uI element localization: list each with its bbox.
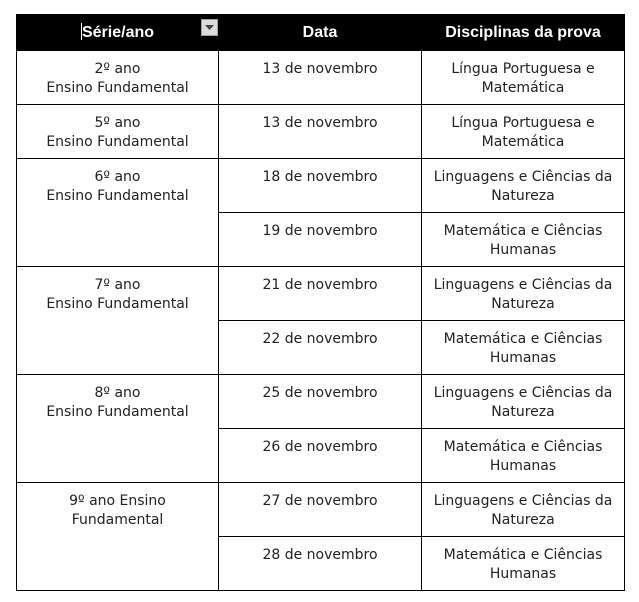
subjects-text: Matemática e Ciências	[443, 331, 603, 347]
header-serie[interactable]	[17, 15, 219, 51]
header-disciplinas: Disciplinas da prova	[422, 15, 625, 51]
serie-text: 6º ano	[94, 169, 141, 185]
table-body	[17, 51, 625, 591]
serie-cell	[17, 51, 219, 105]
subjects-cell	[422, 213, 625, 267]
subjects-text: Humanas	[489, 566, 557, 582]
subjects-cell	[422, 159, 625, 213]
subjects-text: Humanas	[489, 458, 557, 474]
table-row	[17, 483, 625, 537]
serie-text: Ensino Fundamental	[46, 404, 189, 420]
subjects-text: Humanas	[489, 242, 557, 258]
date-cell: 21 de novembro	[219, 267, 422, 321]
serie-text: Ensino Fundamental	[46, 80, 189, 96]
subjects-cell	[422, 429, 625, 483]
subjects-text: Natureza	[491, 296, 555, 312]
subjects-text: Linguagens e Ciências da	[433, 493, 613, 509]
subjects-text: Língua Portuguesa e	[451, 115, 595, 131]
subjects-text: Linguagens e Ciências da	[433, 385, 613, 401]
subjects-text: Matemática	[481, 80, 565, 96]
table-row	[17, 267, 625, 321]
subjects-text: Humanas	[489, 350, 557, 366]
serie-cell	[17, 267, 219, 375]
subjects-cell	[422, 483, 625, 537]
serie-text: Ensino Fundamental	[46, 134, 189, 150]
table-row	[17, 159, 625, 213]
serie-text: 2º ano	[94, 61, 141, 77]
date-cell: 26 de novembro	[219, 429, 422, 483]
subjects-cell	[422, 51, 625, 105]
serie-text: Ensino Fundamental	[46, 188, 189, 204]
subjects-cell	[422, 375, 625, 429]
serie-text: 8º ano	[94, 385, 141, 401]
subjects-text: Natureza	[491, 404, 555, 420]
date-cell: 22 de novembro	[219, 321, 422, 375]
subjects-text: Matemática e Ciências	[443, 223, 603, 239]
subjects-text: Língua Portuguesa e	[451, 61, 595, 77]
dropdown-arrow-icon	[205, 25, 214, 30]
subjects-text: Natureza	[491, 188, 555, 204]
subjects-text: Linguagens e Ciências da	[433, 277, 613, 293]
exam-schedule-table	[16, 14, 625, 591]
serie-cell	[17, 159, 219, 267]
filter-dropdown-button[interactable]	[201, 19, 218, 36]
subjects-cell	[422, 537, 625, 591]
subjects-cell	[422, 105, 625, 159]
subjects-cell	[422, 321, 625, 375]
date-cell: 25 de novembro	[219, 375, 422, 429]
subjects-text: Linguagens e Ciências da	[433, 169, 613, 185]
subjects-text: Matemática	[481, 134, 565, 150]
serie-text: 9º ano Ensino	[69, 493, 166, 509]
serie-cell	[17, 375, 219, 483]
date-cell: 19 de novembro	[219, 213, 422, 267]
serie-cell	[17, 105, 219, 159]
date-cell: 27 de novembro	[219, 483, 422, 537]
serie-text: 7º ano	[94, 277, 141, 293]
date-cell: 28 de novembro	[219, 537, 422, 591]
subjects-text: Natureza	[491, 512, 555, 528]
header-data: Data	[219, 15, 422, 51]
serie-text: Fundamental	[71, 512, 164, 528]
table-row	[17, 51, 625, 105]
subjects-text: Matemática e Ciências	[443, 547, 603, 563]
date-cell: 13 de novembro	[219, 51, 422, 105]
serie-cell	[17, 483, 219, 591]
serie-text: Ensino Fundamental	[46, 296, 189, 312]
table-row	[17, 105, 625, 159]
subjects-text: Matemática e Ciências	[443, 439, 603, 455]
serie-text: 5º ano	[94, 115, 141, 131]
table-row	[17, 375, 625, 429]
date-cell: 13 de novembro	[219, 105, 422, 159]
header-row	[17, 15, 625, 51]
table-header	[17, 15, 625, 51]
header-serie-label: Série/ano	[81, 24, 155, 41]
date-cell: 18 de novembro	[219, 159, 422, 213]
subjects-cell	[422, 267, 625, 321]
